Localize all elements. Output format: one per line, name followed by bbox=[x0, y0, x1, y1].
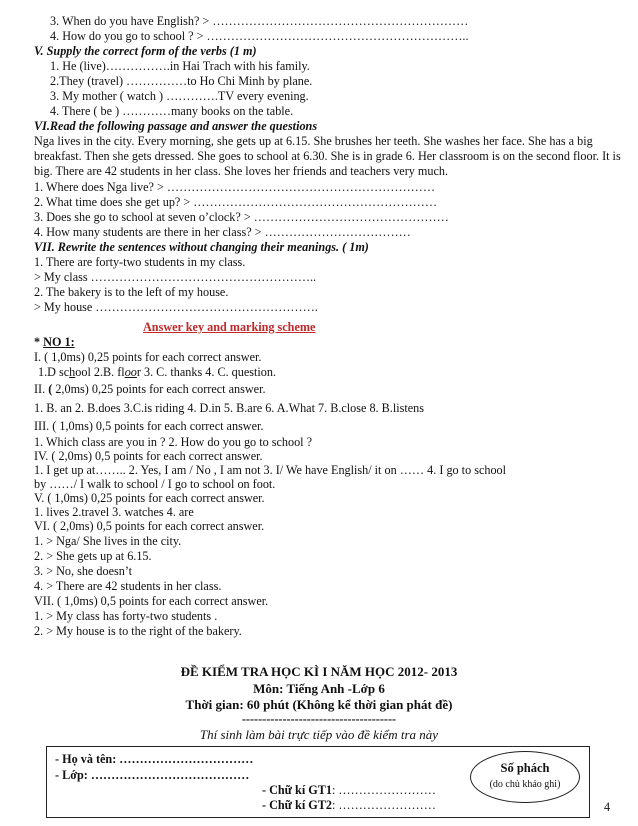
question-line: 3. When do you have English? > ……………………………………………………… bbox=[50, 14, 469, 28]
answer-key-title: Answer key and marking scheme bbox=[143, 320, 316, 334]
answer-line: 2. > My house is to the right of the bakery. bbox=[34, 624, 242, 638]
question-line: 2. What time does she get up? > …………………………………………………… bbox=[34, 195, 438, 209]
exam-time: Thời gian: 60 phút (Không kể thời gian phát đề) bbox=[185, 697, 453, 712]
answer-line: 3. > No, she doesn’t bbox=[34, 564, 133, 578]
answer-section-head: III. ( 1,0ms) 0,5 points for each correct answer. bbox=[34, 419, 264, 433]
question-line: 1. Where does Nga live? > ………………………………………………………… bbox=[34, 180, 436, 194]
answer-line: 1. > Nga/ She lives in the city. bbox=[34, 534, 182, 548]
exercise-line: 3. My mother ( watch ) ………….TV every evening. bbox=[50, 89, 309, 103]
rewrite-line: 1. There are forty-two students in my class. bbox=[34, 255, 246, 269]
exam-title: ĐỀ KIỂM TRA HỌC KÌ I NĂM HỌC 2012- 2013 bbox=[180, 664, 458, 679]
candidate-name-field[interactable]: - Họ và tên: …………………………… bbox=[55, 752, 254, 766]
section-heading: VII. Rewrite the sentences without changing their meanings. ( 1m) bbox=[34, 240, 369, 254]
answer-section-head: VI. ( 2,0ms) 0,5 points for each correct answer. bbox=[34, 519, 265, 533]
question-line: 4. How do you go to school ? > ……………………………………………………….. bbox=[50, 29, 469, 43]
answer-line: 1. Which class are you in ? 2. How do you go to school ? bbox=[34, 435, 313, 449]
section-heading: V. Supply the correct form of the verbs (1 m) bbox=[34, 44, 257, 58]
exercise-line: 4. There ( be ) …………many books on the table. bbox=[50, 104, 294, 118]
answer-line: 1. B. an 2. B.does 3.C.is riding 4. D.in 5. B.are 6. A.What 7. B.close 8. B.listens bbox=[34, 401, 424, 415]
rewrite-line: > My house ………………………………………………. bbox=[34, 300, 318, 314]
answer-line: 2. > She gets up at 6.15. bbox=[34, 549, 152, 563]
answer-line: 1. lives 2.travel 3. watches 4. are bbox=[34, 505, 194, 519]
answer-line: 1.D school 2.B. floor 3. C. thanks 4. C. question. bbox=[38, 365, 277, 379]
answer-section-head: V. ( 1,0ms) 0,25 points for each correct answer. bbox=[34, 491, 265, 505]
answer-line: 4. > There are 42 students in her class. bbox=[34, 579, 222, 593]
page-number: 4 bbox=[604, 800, 611, 814]
proctor2-signature-field[interactable]: - Chữ kí GT2: …………………… bbox=[262, 798, 436, 812]
exam-code-note: (do chủ khảo ghi) bbox=[489, 779, 561, 790]
reading-passage: Nga lives in the city. Every morning, she gets up at 6.15. She brushes her teeth. She washes her face. She has a big breakfast. Then she gets dressed. She goes to school at 6.30. She is in grade 6. Her classroom is on the second floor. It is big. There are 42 students in her class. She loves her friends and teachers very much. bbox=[34, 134, 621, 178]
exercise-line: 1. He (live)…………….in Hai Trach with his family. bbox=[50, 59, 310, 73]
exam-subject: Môn: Tiếng Anh -Lớp 6 bbox=[253, 681, 385, 696]
question-line: 4. How many students are there in her class? > ……………………………… bbox=[34, 225, 411, 239]
header-divider: -------------------------------------- bbox=[241, 712, 397, 726]
exercise-line: 2.They (travel) ……………to Ho Chi Minh by plane. bbox=[50, 74, 313, 88]
exam-instruction: Thí sinh làm bài trực tiếp vào đề kiểm tra này bbox=[199, 727, 439, 742]
question-line: 3. Does she go to school at seven o’clock? > ………………………………………… bbox=[34, 210, 449, 224]
answer-section-head: VII. ( 1,0ms) 0,5 points for each correct answer. bbox=[34, 594, 269, 608]
answer-line: 1. > My class has forty-two students . bbox=[34, 609, 218, 623]
answer-section-head: IV. ( 2,0ms) 0,5 points for each correct answer. bbox=[34, 449, 263, 463]
rewrite-line: 2. The bakery is to the left of my house. bbox=[34, 285, 229, 299]
answer-section-head: II. ( 2,0ms) 0,25 points for each correct answer. bbox=[34, 382, 266, 396]
answer-line: by ……/ I walk to school / I go to school on foot. bbox=[34, 477, 276, 491]
answer-key-number: * NO 1: bbox=[34, 335, 75, 349]
exam-code-label: Số phách bbox=[500, 761, 550, 775]
answer-section-head: I. ( 1,0ms) 0,25 points for each correct answer. bbox=[34, 350, 262, 364]
answer-line: 1. I get up at…….. 2. Yes, I am / No , I am not 3. I/ We have English/ it on …… 4. I go to school bbox=[34, 463, 507, 477]
exam-code-oval bbox=[470, 751, 580, 803]
candidate-class-field[interactable]: - Lớp: ………………………………… bbox=[55, 768, 250, 782]
rewrite-line: > My class ……………………………………………….. bbox=[34, 270, 317, 284]
proctor1-signature-field[interactable]: - Chữ kí GT1: …………………… bbox=[262, 783, 436, 797]
section-heading: VI.Read the following passage and answer the questions bbox=[34, 119, 318, 133]
